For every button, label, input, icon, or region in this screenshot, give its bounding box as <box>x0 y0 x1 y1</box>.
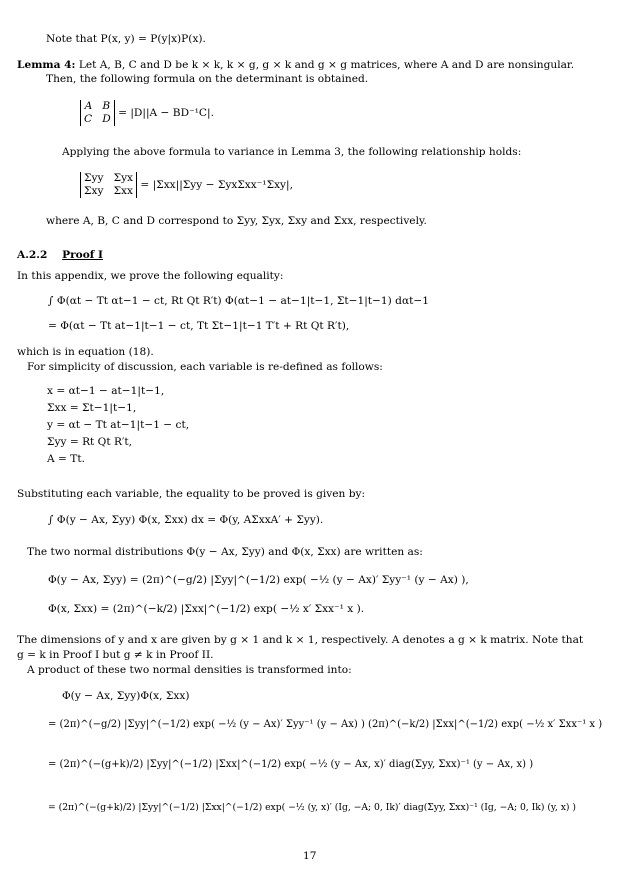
section-title: Proof I <box>62 249 103 261</box>
phi-1: Φ(y − Ax, Σyy) = (2π)^(−g/2) |Σyy|^(−1/2) exp( −½ (y − Ax)′ Σyy⁻¹ (y − Ax) ), <box>48 574 469 586</box>
dims-line-1: The dimensions of y and x are given by g × 1 and k × 1, respectively. A denotes a g × k matrix. Note that <box>17 634 584 646</box>
two-normal-line: The two normal distributions Φ(y − Ax, Σyy) and Φ(x, Σxx) are written as: <box>27 546 423 558</box>
which-line: which is in equation (18). <box>17 346 154 358</box>
lemma-label: Lemma 4: <box>17 59 76 71</box>
note-line: Note that P(x, y) = P(y|x)P(x). <box>46 33 206 45</box>
product-3: = (2π)^(−(g+k)/2) |Σyy|^(−1/2) |Σxx|^(−1/2) exp( −½ (y, x)′ (Ig, −A; 0, Ik)′ diag(Σyy, Σxx)⁻¹ (Ig, −A; 0, Ik) (y, x) ) <box>48 802 577 813</box>
det-rhs: = |D||A − BD⁻¹C|. <box>118 107 214 120</box>
def-y: y = αt − Tt at−1|t−1 − ct, <box>47 419 190 431</box>
page-number: 17 <box>303 850 317 862</box>
det2-rhs: = |Σxx||Σyy − ΣyxΣxx⁻¹Σxy|, <box>140 179 293 192</box>
section-number: A.2.2 <box>17 249 48 261</box>
product-0: Φ(y − Ax, Σyy)Φ(x, Σxx) <box>62 690 190 702</box>
where-line: where A, B, C and D correspond to Σyy, Σyx, Σxy and Σxx, respectively. <box>46 215 427 227</box>
eq-integral-1: ∫ Φ(αt − Tt αt−1 − ct, Rt Qt R′t) Φ(αt−1 − at−1|t−1, Σt−1|t−1) dαt−1 <box>48 295 429 307</box>
applying-line: Applying the above formula to variance in Lemma 3, the following relationship holds: <box>62 146 522 158</box>
section-heading <box>17 249 103 263</box>
det-formula <box>80 100 214 126</box>
product-2: = (2π)^(−(g+k)/2) |Σyy|^(−1/2) |Σxx|^(−1/2) exp( −½ (y − Ax, x)′ diag(Σyy, Σxx)⁻¹ (y − Ax, x) ) <box>48 759 534 770</box>
def-sigma-yy: Σyy = Rt Qt R′t, <box>47 436 132 448</box>
phi-2: Φ(x, Σxx) = (2π)^(−k/2) |Σxx|^(−1/2) exp( −½ x′ Σxx⁻¹ x ). <box>48 603 365 615</box>
det2-matrix: Σyy Σyx Σxy Σxx <box>80 172 137 198</box>
appendix-line: In this appendix, we prove the following equality: <box>17 270 284 282</box>
lemma-text-2: Then, the following formula on the determinant is obtained. <box>46 73 369 85</box>
def-a: A = Tt. <box>47 453 85 465</box>
def-sigma-xx: Σxx = Σt−1|t−1, <box>47 402 137 414</box>
simplicity-line: For simplicity of discussion, each variable is re-defined as follows: <box>27 361 383 373</box>
product-1: = (2π)^(−g/2) |Σyy|^(−1/2) exp( −½ (y − Ax)′ Σyy⁻¹ (y − Ax) ) (2π)^(−k/2) |Σxx|^(−1/2) exp( −½ x′ Σxx⁻¹ x ) <box>48 719 603 730</box>
substituting-line: Substituting each variable, the equality to be proved is given by: <box>17 488 366 500</box>
def-x: x = αt−1 − at−1|t−1, <box>47 385 165 397</box>
lemma-text-1: Let A, B, C and D be k × k, k × g, g × k and g × g matrices, where A and D are nonsingular. <box>78 59 575 71</box>
eq-substituted: ∫ Φ(y − Ax, Σyy) Φ(x, Σxx) dx = Φ(y, AΣxxA′ + Σyy). <box>48 514 324 526</box>
dims-line-2: g = k in Proof I but g ≠ k in Proof II. <box>17 649 214 661</box>
product-line: A product of these two normal densities is transformed into: <box>27 664 352 676</box>
det-matrix: A B C D <box>80 100 115 126</box>
det2-formula <box>80 172 293 198</box>
eq-integral-2: = Φ(αt − Tt at−1|t−1 − ct, Tt Σt−1|t−1 T′t + Rt Qt R′t), <box>48 320 350 332</box>
lemma-4 <box>17 59 574 73</box>
